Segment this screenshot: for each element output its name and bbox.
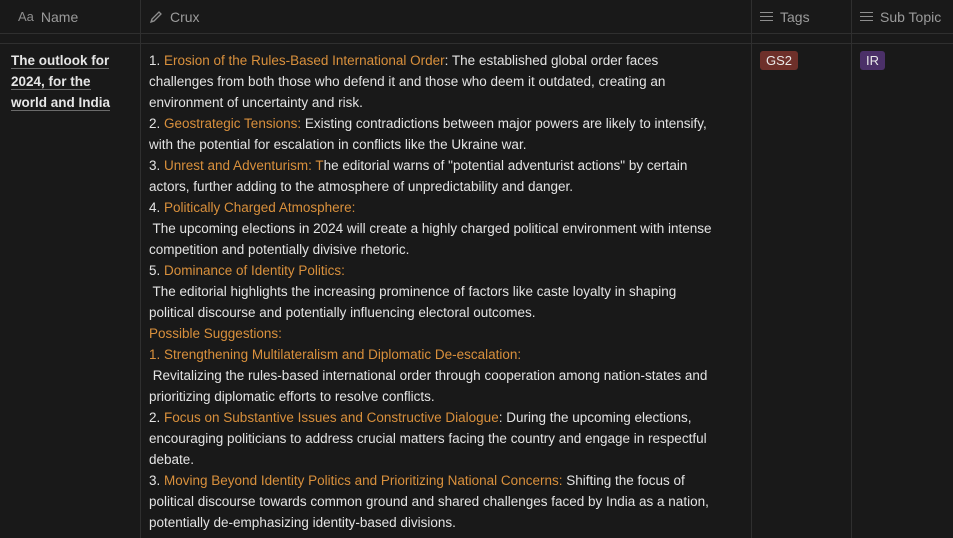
column-header-name[interactable] [18,0,78,33]
list-icon [760,12,773,22]
crux-line: competition and potentially divisive rhetoric. [149,242,410,257]
crux-text: : During the upcoming elections, [498,410,692,425]
crux-line [149,470,745,491]
crux-line [149,155,745,176]
crux-line: challenges from both those who defend it and those who deem it outdated, creating an [149,74,666,89]
crux-line [149,260,745,281]
crux-line: The upcoming elections in 2024 will create a highly charged political environment with intense [149,221,712,236]
crux-line: debate. [149,452,195,467]
crux-line [149,197,745,218]
column-divider[interactable] [751,0,752,538]
crux-line [149,50,745,71]
table-header [0,0,953,34]
crux-line: political discourse and potentially influencing electoral outcomes. [149,305,536,320]
column-header-tags[interactable] [760,0,810,33]
crux-text: 1. [149,53,165,68]
row-divider [0,43,953,44]
highlight-heading: 1. Strengthening Multilateralism and Diplomatic De-escalation: [149,347,522,362]
column-header-name-label: Name [40,8,79,25]
crux-text: 4. [149,200,165,215]
crux-text: Shifting the focus of [562,473,685,488]
column-header-tags-label: Tags [780,8,810,25]
crux-text: 2. [149,116,165,131]
row-title-line[interactable]: The outlook for [11,53,110,68]
crux-line: with the potential for escalation in conflicts like the Ukraine war. [149,137,527,152]
crux-line: environment of uncertainty and risk. [149,95,363,110]
highlight-heading: Focus on Substantive Issues and Constructive Dialogue [164,410,499,425]
crux-text: 3. [149,473,165,488]
column-divider[interactable] [851,0,852,538]
crux-line: Revitalizing the rules-based international order through cooperation among nation-states and [149,368,708,383]
crux-line: prioritizing diplomatic efforts to resolve conflicts. [149,389,435,404]
row-name-cell[interactable] [11,50,129,113]
highlight-heading: Moving Beyond Identity Politics and Prioritizing National Concerns: [164,473,563,488]
column-header-subtopic-label: Sub Topic [880,8,942,25]
subtopic-ir-badge[interactable]: IR [860,51,885,70]
crux-text: 3. [149,158,165,173]
crux-line: The editorial highlights the increasing prominence of factors like caste loyalty in shaping [149,284,677,299]
crux-cell[interactable] [149,50,745,533]
list-icon [860,12,873,22]
crux-line [149,113,745,134]
column-header-subtopic[interactable] [860,0,941,33]
column-divider[interactable] [140,0,141,538]
crux-line: political discourse towards common ground and shared challenges faced by India as a nation, [149,494,709,509]
pen-icon [149,10,163,24]
row-title-line[interactable]: 2024, for the [11,74,91,89]
highlight-heading: Unrest and Adventurism: T [164,158,324,173]
text-property-icon: Aa [18,9,34,24]
crux-line: encouraging politicians to address crucial matters facing the country and engage in respectful [149,431,707,446]
highlight-heading: Erosion of the Rules-Based International Order [164,53,445,68]
crux-text: 5. [149,263,165,278]
highlight-heading: Geostrategic Tensions: [164,116,302,131]
suggestions-heading: Possible Suggestions: [149,326,282,341]
highlight-heading: Dominance of Identity Politics: [164,263,345,278]
crux-line [149,407,745,428]
highlight-heading: Politically Charged Atmosphere: [164,200,356,215]
crux-line: potentially de-emphasizing identity-based divisions. [149,515,456,530]
tag-gs2-badge[interactable]: GS2 [760,51,798,70]
row-title-line[interactable]: world and India [11,95,111,110]
crux-text: 2. [149,410,165,425]
column-header-crux-label: Crux [170,8,200,25]
crux-text: Existing contradictions between major powers are likely to intensify, [301,116,707,131]
crux-text: he editorial warns of "potential adventurist actions" by certain [323,158,688,173]
crux-text: : The established global order faces [444,53,659,68]
crux-line: actors, further adding to the atmosphere of unpredictability and danger. [149,179,574,194]
column-header-crux[interactable] [149,0,200,33]
